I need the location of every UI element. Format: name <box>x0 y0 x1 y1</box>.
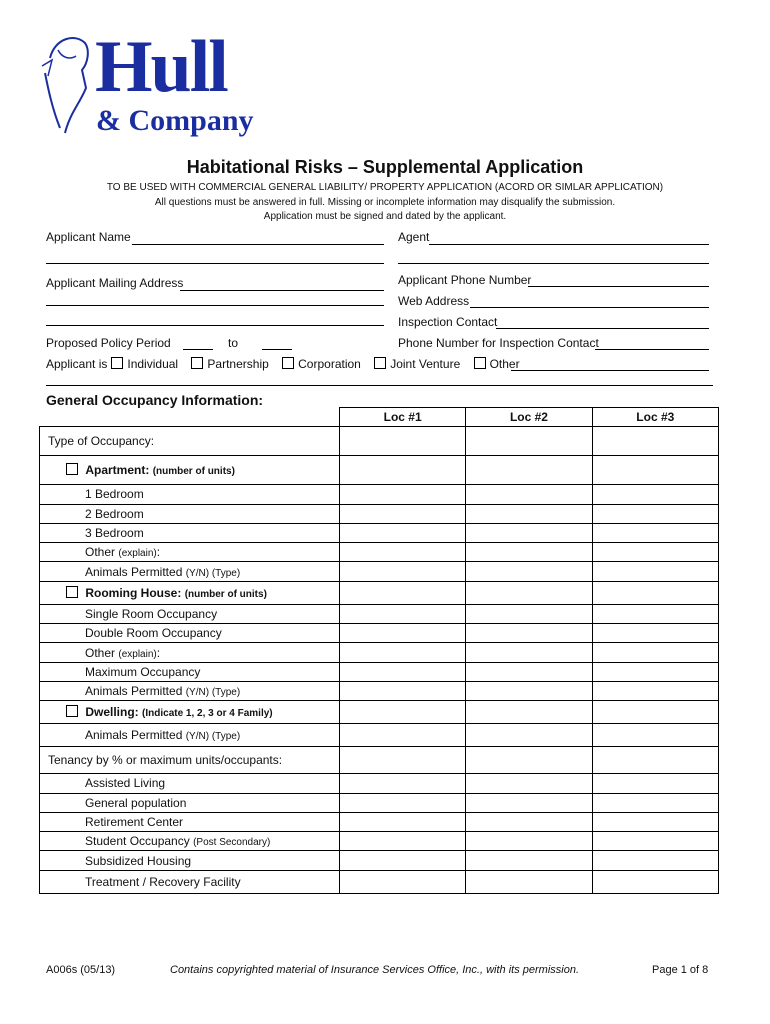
table-cell[interactable] <box>339 832 465 851</box>
table-cell[interactable] <box>466 662 592 681</box>
table-cell[interactable] <box>466 793 592 812</box>
table-cell[interactable] <box>466 427 592 456</box>
table-cell[interactable] <box>466 747 592 774</box>
table-cell[interactable] <box>592 681 718 700</box>
corporation-label: Corporation <box>298 357 361 371</box>
type-of-occupancy-label: Type of Occupancy: <box>40 427 340 456</box>
table-cell[interactable] <box>592 456 718 485</box>
table-cell[interactable] <box>466 774 592 793</box>
mailing-address-field-3[interactable] <box>46 325 384 326</box>
rooming-house-note: (number of units) <box>184 588 267 600</box>
table-cell[interactable] <box>592 851 718 870</box>
inspection-phone-label: Phone Number for Inspection Contact <box>398 336 599 350</box>
table-cell[interactable] <box>339 851 465 870</box>
inspection-phone-field[interactable] <box>595 349 709 350</box>
corporation-checkbox[interactable] <box>282 357 294 369</box>
table-cell[interactable] <box>339 870 465 893</box>
table-cell[interactable] <box>339 812 465 831</box>
section-title: General Occupancy Information: <box>46 392 264 408</box>
policy-period-label: Proposed Policy Period <box>46 336 171 350</box>
table-row <box>40 662 719 681</box>
table-cell[interactable] <box>339 604 465 623</box>
web-address-field[interactable] <box>470 307 709 308</box>
table-cell[interactable] <box>466 832 592 851</box>
logo-figure-icon <box>40 28 96 138</box>
table-row <box>40 456 719 485</box>
table-row <box>40 604 719 623</box>
joint-venture-checkbox[interactable] <box>374 357 386 369</box>
table-row <box>40 812 719 831</box>
mailing-address-label: Applicant Mailing Address <box>46 276 184 290</box>
apartment-checkbox[interactable] <box>66 463 78 475</box>
table-cell[interactable] <box>466 681 592 700</box>
occupancy-table <box>39 407 719 894</box>
logo-company: & Company <box>96 104 254 137</box>
agent-field[interactable] <box>429 244 709 245</box>
individual-checkbox[interactable] <box>111 357 123 369</box>
table-row <box>40 543 719 562</box>
table-cell[interactable] <box>592 604 718 623</box>
phone-field[interactable] <box>528 286 709 287</box>
table-row <box>40 624 719 643</box>
table-cell[interactable] <box>592 523 718 542</box>
row-label: Assisted Living <box>40 774 340 793</box>
table-cell[interactable] <box>339 427 465 456</box>
table-cell[interactable] <box>592 793 718 812</box>
table-row <box>40 870 719 893</box>
table-cell[interactable] <box>592 581 718 604</box>
table-cell[interactable] <box>466 812 592 831</box>
table-cell[interactable] <box>339 523 465 542</box>
form-id: A006s (05/13) <box>46 964 116 976</box>
table-cell[interactable] <box>466 870 592 893</box>
table-cell[interactable] <box>592 724 718 747</box>
rooming-house-row <box>40 581 340 604</box>
table-row <box>40 832 719 851</box>
inspection-contact-label: Inspection Contact <box>398 315 498 329</box>
partnership-checkbox[interactable] <box>191 357 203 369</box>
header-loc-3: Loc #3 <box>592 408 718 427</box>
agent-label: Agent <box>398 230 430 244</box>
table-cell[interactable] <box>466 456 592 485</box>
dwelling-label: Dwelling: <box>85 705 139 720</box>
table-cell[interactable] <box>592 870 718 893</box>
agent-field-2[interactable] <box>398 263 709 264</box>
applicant-is-label: Applicant is <box>46 357 108 371</box>
table-cell[interactable] <box>339 456 465 485</box>
table-cell[interactable] <box>466 724 592 747</box>
apartment-label: Apartment: <box>85 463 150 478</box>
table-row <box>40 523 719 542</box>
phone-label: Applicant Phone Number <box>398 273 532 287</box>
table-cell[interactable] <box>339 504 465 523</box>
table-cell[interactable] <box>339 747 465 774</box>
table-cell[interactable] <box>592 747 718 774</box>
table-cell[interactable] <box>339 643 465 662</box>
table-cell[interactable] <box>339 774 465 793</box>
table-cell[interactable] <box>592 832 718 851</box>
table-cell[interactable] <box>466 523 592 542</box>
table-row <box>40 504 719 523</box>
table-row <box>40 774 719 793</box>
row-label: 3 Bedroom <box>40 523 340 542</box>
table-cell[interactable] <box>339 681 465 700</box>
table-header-row <box>40 408 719 427</box>
individual-label: Individual <box>127 357 179 371</box>
applicant-name-label: Applicant Name <box>46 230 131 244</box>
table-cell[interactable] <box>592 562 718 581</box>
table-cell[interactable] <box>592 624 718 643</box>
page-title: Habitational Risks – Supplemental Application <box>186 157 584 177</box>
row-label: Single Room Occupancy <box>40 604 340 623</box>
table-row <box>40 643 719 662</box>
row-label: General population <box>40 793 340 812</box>
table-cell[interactable] <box>339 701 465 724</box>
subtitle-usage: TO BE USED WITH COMMERCIAL GENERAL LIABILITY/ PROPERTY APPLICATION (ACORD OR SIMLAR APPLICATION) <box>106 182 664 193</box>
policy-period-from-field[interactable] <box>183 349 213 350</box>
table-cell[interactable] <box>592 812 718 831</box>
other-label: Other <box>489 357 520 371</box>
inspection-contact-field[interactable] <box>496 328 709 329</box>
row-label: Animals Permitted (Y/N) (Type) <box>40 724 340 747</box>
table-cell[interactable] <box>466 851 592 870</box>
table-cell[interactable] <box>339 662 465 681</box>
row-label: Maximum Occupancy <box>40 662 340 681</box>
dwelling-checkbox[interactable] <box>66 705 78 717</box>
joint-venture-label: Joint Venture <box>390 357 461 371</box>
header-loc-2: Loc #2 <box>466 408 592 427</box>
row-label: Other (explain): <box>40 543 340 562</box>
table-row <box>40 562 719 581</box>
table-row <box>40 724 719 747</box>
table-cell[interactable] <box>592 485 718 504</box>
dwelling-note: (Indicate 1, 2, 3 or 4 Family) <box>142 708 273 720</box>
applicant-type-row <box>46 357 520 371</box>
policy-period-to-label: to <box>228 336 239 350</box>
table-cell[interactable] <box>466 504 592 523</box>
table-cell[interactable] <box>592 427 718 456</box>
table-cell[interactable] <box>592 543 718 562</box>
table-cell[interactable] <box>466 643 592 662</box>
table-row <box>40 427 719 456</box>
table-row <box>40 581 719 604</box>
table-cell[interactable] <box>592 662 718 681</box>
table-cell[interactable] <box>339 624 465 643</box>
table-cell[interactable] <box>592 504 718 523</box>
row-label: 1 Bedroom <box>40 485 340 504</box>
table-cell[interactable] <box>466 701 592 724</box>
row-label: Student Occupancy (Post Secondary) <box>40 832 340 851</box>
mailing-address-field[interactable] <box>180 290 384 291</box>
page-number: Page 1 of 8 <box>652 964 709 976</box>
table-cell[interactable] <box>339 793 465 812</box>
row-label: Animals Permitted (Y/N) (Type) <box>40 681 340 700</box>
table-cell[interactable] <box>466 562 592 581</box>
row-label: Subsidized Housing <box>40 851 340 870</box>
apartment-row <box>40 456 340 485</box>
table-cell[interactable] <box>466 543 592 562</box>
rooming-house-label: Rooming House: <box>85 585 182 600</box>
mailing-address-field-2[interactable] <box>46 305 384 306</box>
table-row <box>40 485 719 504</box>
apartment-note: (number of units) <box>152 466 235 478</box>
row-label: Retirement Center <box>40 812 340 831</box>
row-label: Animals Permitted (Y/N) (Type) <box>40 562 340 581</box>
table-cell[interactable] <box>339 724 465 747</box>
logo-hull: Hull <box>95 26 227 108</box>
table-cell[interactable] <box>592 774 718 793</box>
rooming-house-checkbox[interactable] <box>66 586 78 598</box>
table-cell[interactable] <box>592 701 718 724</box>
row-label: Other (explain): <box>40 643 340 662</box>
table-cell[interactable] <box>339 543 465 562</box>
other-checkbox[interactable] <box>474 357 486 369</box>
policy-period-to-field[interactable] <box>262 349 292 350</box>
table-cell[interactable] <box>339 485 465 504</box>
other-type-field[interactable] <box>511 370 709 371</box>
table-row <box>40 681 719 700</box>
table-cell[interactable] <box>339 581 465 604</box>
table-cell[interactable] <box>466 581 592 604</box>
table-row <box>40 747 719 774</box>
table-row <box>40 793 719 812</box>
partnership-label: Partnership <box>207 357 269 371</box>
applicant-name-field[interactable] <box>132 244 384 245</box>
header-loc-1: Loc #1 <box>339 408 465 427</box>
dwelling-row <box>40 701 340 724</box>
table-row <box>40 851 719 870</box>
tenancy-label: Tenancy by % or maximum units/occupants: <box>40 747 340 774</box>
row-label: Double Room Occupancy <box>40 624 340 643</box>
applicant-name-field-2[interactable] <box>46 263 384 264</box>
copyright-notice: Contains copyrighted material of Insurance Services Office, Inc., with its permission. <box>170 964 580 976</box>
table-cell[interactable] <box>592 643 718 662</box>
row-label: Treatment / Recovery Facility <box>40 870 340 893</box>
table-cell[interactable] <box>466 485 592 504</box>
row-label: 2 Bedroom <box>40 504 340 523</box>
table-row <box>40 701 719 724</box>
table-cell[interactable] <box>339 562 465 581</box>
subtitle-signature: Application must be signed and dated by the applicant. <box>263 211 507 222</box>
subtitle-instructions: All questions must be answered in full. Missing or incomplete information may disqualify the submission. <box>154 197 616 208</box>
table-cell[interactable] <box>466 624 592 643</box>
table-cell[interactable] <box>466 604 592 623</box>
applicant-type-continuation-field[interactable] <box>46 385 713 386</box>
web-address-label: Web Address <box>398 294 470 308</box>
